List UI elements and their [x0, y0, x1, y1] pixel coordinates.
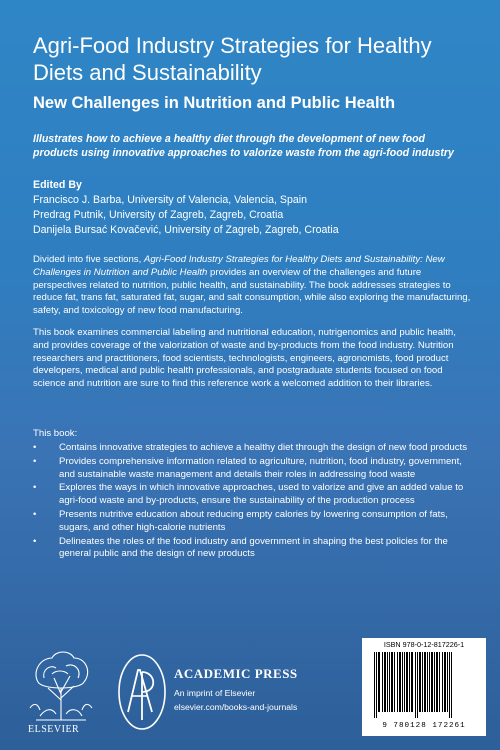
list-item-text: Provides comprehensive information related to agriculture, nutrition, food industry, government, and sustainable waste management and details their roles in addressing food waste: [59, 455, 462, 480]
bullet-icon: •: [33, 535, 37, 547]
academic-press-logo-icon: [116, 652, 168, 732]
list-item-text: Presents nutritive education about reducing empty calories by lowering consumption of fats, sugars, and other high-calorie nutrients: [59, 508, 448, 533]
list-item: [33, 442, 473, 455]
isbn-number: 9 780128 172261: [382, 722, 466, 730]
list-item: [33, 536, 473, 562]
features-list: [33, 442, 473, 562]
elsevier-tree-logo-icon: [26, 648, 96, 722]
description-text: provides an overview of the challenges and future perspectives related to nutrition, public health, and sustainability. The book addresses strategies to reduce fat, trans fat, saturated fat, sugar, and salt consumption, while also exploring the manufacturing, safety, and toxicology of new food manufacturing.: [33, 266, 471, 317]
list-item: [33, 456, 473, 482]
book-tagline: Illustrates how to achieve a healthy diet through the development of new food products using innovative approaches to valorize waste from the agri-food industry: [33, 133, 454, 159]
academic-press-wordmark: ACADEMIC PRESS: [174, 666, 298, 681]
publisher-url: elsevier.com/books-and-journals: [174, 702, 298, 712]
description-title-italic: Agri-Food Industry Strategies for Healthy Diets and Sustainability: New Challenges in Nutrition and Public Health: [33, 254, 445, 278]
list-item-text: Contains innovative strategies to achieve a healthy diet through the design of new food products: [59, 442, 467, 453]
list-item: [33, 482, 473, 508]
bullet-icon: •: [33, 508, 37, 520]
bullet-icon: •: [33, 455, 37, 467]
bullet-icon: •: [33, 482, 37, 494]
editor-name: Francisco J. Barba, University of Valencia, Valencia, Spain: [33, 194, 307, 206]
barcode-bars-icon: [372, 652, 478, 718]
features-label: This book:: [33, 428, 78, 439]
description-paragraph-2: This book examines commercial labeling and nutritional education, nutrigenomics and public health, and provides coverage of the valorization of waste and by-products from the food industry. Nutrition researchers and practitioners, food scientists, technologists, engineers, agronomists, food product developers, medical and public health professionals, and postgraduate students focused on food science and nutrition are sure to find this reference work a welcomed addition to their libraries.: [33, 327, 456, 390]
list-item-text: Explores the ways in which innovative approaches, used to valorize and give an added value to agri-food waste and by-products, ensure the sustainability of the production process: [59, 482, 464, 507]
description-text: Divided into five sections,: [33, 254, 144, 265]
list-item: [33, 509, 473, 535]
description-paragraph-1: [33, 254, 473, 318]
book-title: Agri-Food Industry Strategies for Healthy Diets and Sustainability: [33, 33, 432, 85]
isbn-label: ISBN 978-0-12-817226-1: [383, 640, 465, 649]
elsevier-wordmark: ELSEVIER: [28, 724, 80, 735]
editor-name: Danijela Bursać Kovačević, University of Zagreb, Zagreb, Croatia: [33, 224, 339, 236]
editor-name: Predrag Putnik, University of Zagreb, Zagreb, Croatia: [33, 209, 284, 221]
editors-block: [33, 178, 473, 238]
bullet-icon: •: [33, 442, 37, 453]
isbn-barcode: [362, 638, 486, 736]
edited-by-label: Edited By: [33, 179, 82, 191]
book-subtitle: New Challenges in Nutrition and Public Health: [33, 94, 396, 112]
imprint-text: An imprint of Elsevier: [174, 688, 256, 698]
list-item-text: Delineates the roles of the food industry and government in shaping the best policies for the general public and the design of new products: [59, 535, 448, 560]
